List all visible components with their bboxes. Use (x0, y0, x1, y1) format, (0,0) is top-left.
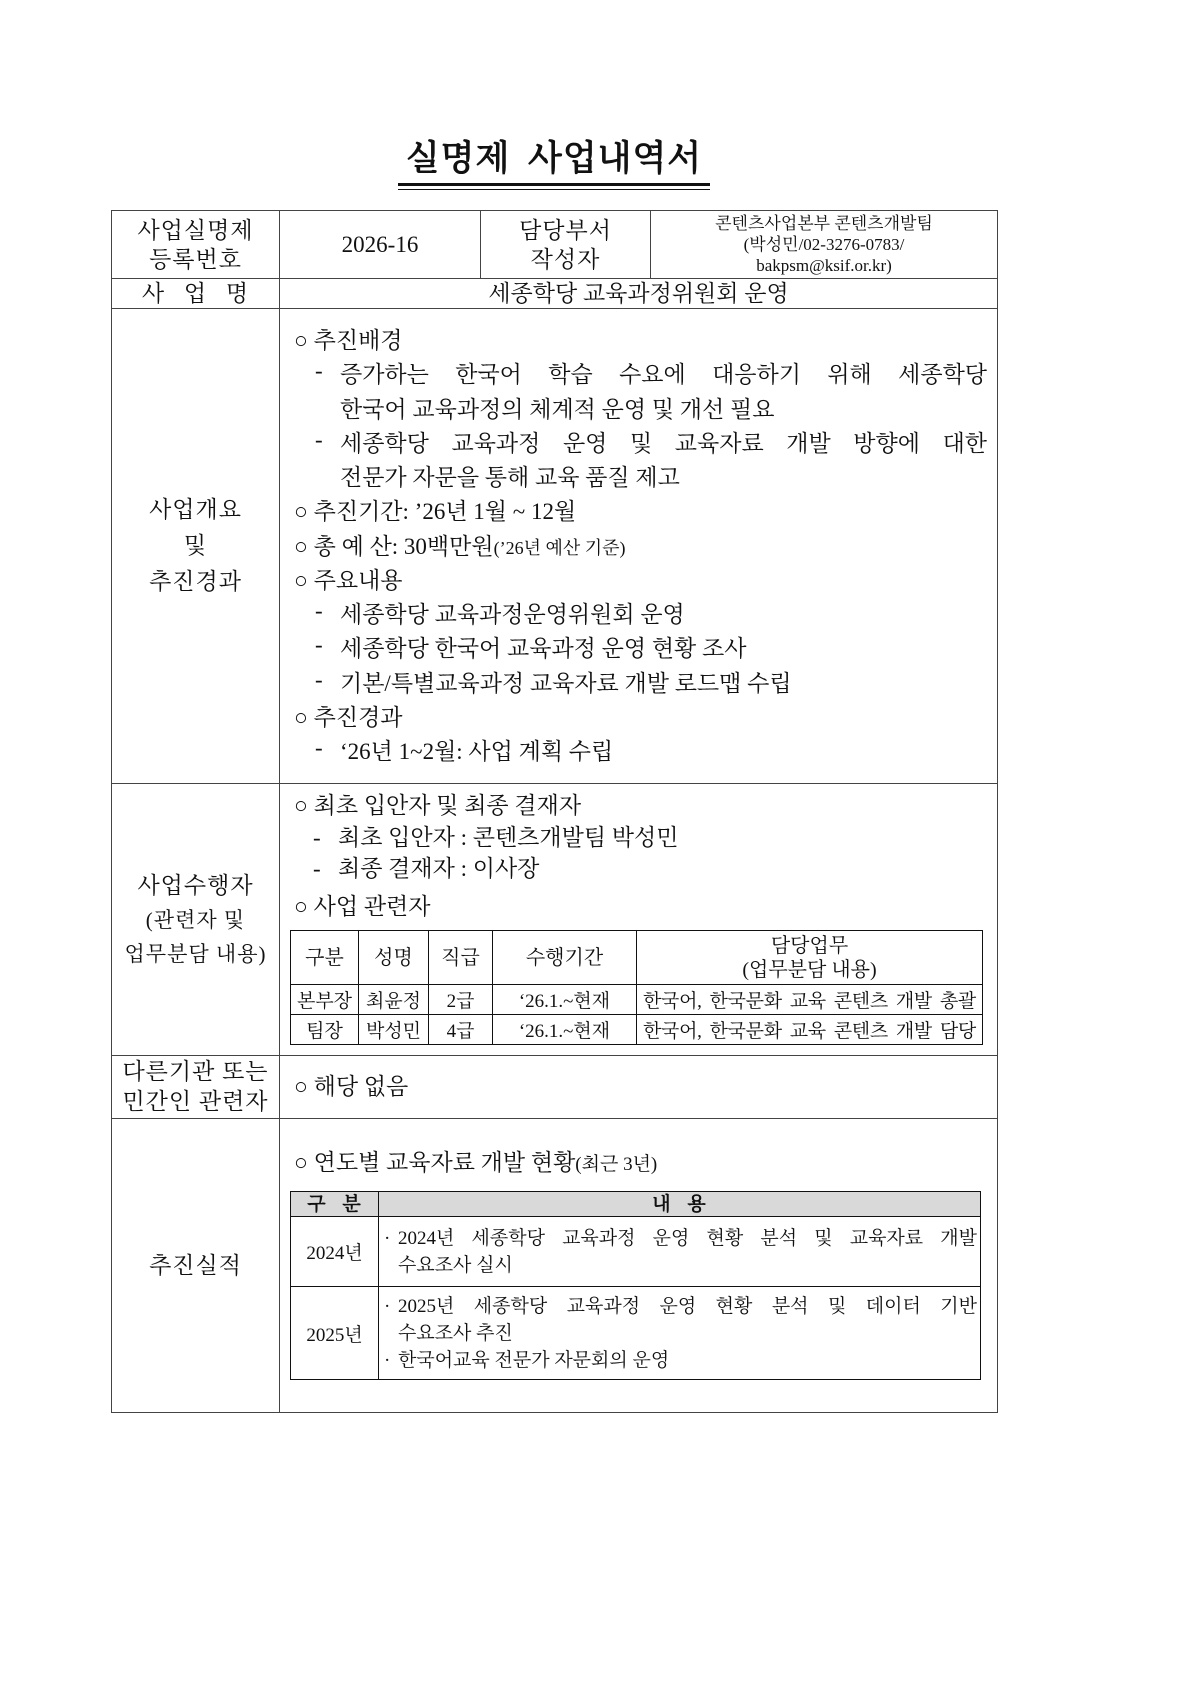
description-item (379, 1293, 977, 1347)
description-cell (379, 1217, 981, 1287)
dash-marker: - (315, 426, 323, 452)
description-item (379, 1225, 977, 1279)
registration-label-line: 등록번호 (149, 246, 242, 272)
table-row (291, 985, 983, 1015)
description-line: 수요조사 추진 (398, 1322, 513, 1344)
main-content-text: 세종학당 교육과정운영위원회 운영 (340, 602, 685, 627)
department-info-cell (651, 211, 998, 279)
background-heading: ○ 추진배경 (294, 328, 403, 353)
performers-label-line: (관련자 및 (145, 907, 246, 932)
description-line: 2025년 세종학당 교육과정 운영 현황 분석 및 데이터 기반 (398, 1295, 977, 1317)
approver-heading: ○ 최초 입안자 및 최종 결재자 (294, 793, 582, 818)
background-item (294, 358, 987, 427)
table-row (291, 1287, 981, 1380)
project-name: 세종학당 교육과정위원회 운영 (488, 280, 789, 306)
name-cell: 최윤정 (359, 985, 429, 1015)
performers-row (112, 784, 998, 1056)
column-header: 수행기간 (493, 931, 637, 985)
registration-number-cell (280, 211, 481, 279)
progress-heading: ○ 추진경과 (294, 704, 403, 730)
external-text: ○ 해당 없음 (294, 1074, 409, 1099)
dash-marker: - (315, 735, 323, 760)
description-line: 2024년 세종학당 교육과정 운영 현황 분석 및 교육자료 개발 (398, 1227, 977, 1249)
progress-item (294, 735, 987, 769)
overview-label-line: 추진경과 (149, 569, 242, 594)
approver-text: 최종 결재자 : 이사장 (338, 856, 540, 881)
registration-label-line: 사업실명제 (137, 217, 254, 243)
background-text-line: 증가하는 한국어 학습 수요에 대응하기 위해 세종학당 (340, 362, 987, 388)
period-cell: ‘26.1.~현재 (493, 1015, 637, 1045)
performers-label-line: 업무분담 내용) (124, 941, 267, 966)
project-name-label: 사 업 명 (141, 280, 250, 306)
main-content-item (294, 632, 987, 666)
dash-marker: - (313, 824, 321, 850)
registration-label-cell (112, 211, 280, 279)
project-name-cell (280, 279, 998, 309)
author-email: bakpsm@ksif.or.kr) (756, 256, 892, 275)
bullet-marker: · (384, 1349, 391, 1371)
duty-header-line: 담당업무 (770, 934, 849, 957)
year-cell: 2024년 (291, 1217, 379, 1287)
table-row (291, 1217, 981, 1287)
external-row (112, 1056, 998, 1119)
overview-label-cell (112, 309, 280, 784)
budget-line (294, 530, 987, 564)
department-label-line: 담당부서 (519, 217, 612, 243)
dash-marker: - (315, 632, 323, 658)
period-cell: ‘26.1.~현재 (493, 985, 637, 1015)
grade-cell: 4급 (429, 1015, 493, 1045)
dash-marker: - (313, 856, 321, 881)
main-content-item (294, 598, 987, 632)
bullet-marker: · (384, 1295, 391, 1317)
description-item (379, 1347, 977, 1374)
description-line: 수요조사 실시 (398, 1254, 513, 1276)
achievements-label-cell (112, 1119, 280, 1413)
overview-content (280, 309, 998, 784)
name-cell: 박성민 (359, 1015, 429, 1045)
project-name-row (112, 279, 998, 309)
background-text-line: 한국어 교육과정의 체계적 운영 및 개선 필요 (340, 396, 775, 422)
budget-text: ○ 총 예 산: 30백만원 (294, 533, 494, 559)
yearly-materials-header-row (291, 1192, 981, 1217)
approver-item (294, 853, 987, 885)
dash-marker: - (315, 358, 323, 384)
dash-marker: - (315, 598, 323, 623)
overview-label-line: 사업개요 (149, 497, 242, 522)
achievements-label: 추진실적 (149, 1252, 242, 1278)
achievements-content (280, 1119, 998, 1413)
registration-row (112, 211, 998, 279)
division-cell: 팀장 (291, 1015, 359, 1045)
duty-header-line: (업무분담 내용) (742, 958, 877, 981)
description-cell (379, 1287, 981, 1380)
performers-content (280, 784, 998, 1056)
yearly-materials-table (290, 1191, 981, 1380)
column-header: 성명 (359, 931, 429, 985)
title-underline-thin (398, 189, 710, 190)
dash-marker: - (315, 666, 323, 692)
duty-column-header (637, 931, 983, 985)
department-name: 콘텐츠사업본부 콘텐츠개발팀 (715, 214, 933, 233)
column-header: 직급 (429, 931, 493, 985)
title-underline-thick (398, 183, 710, 186)
overview-row (112, 309, 998, 784)
progress-text: ‘26년 1~2월: 사업 계획 수립 (340, 739, 614, 764)
achievements-heading-text: ○ 연도별 교육자료 개발 현황 (294, 1150, 576, 1175)
main-content-heading: ○ 주요내용 (294, 567, 403, 593)
period-line: ○ 추진기간: ’26년 1월 ~ 12월 (294, 499, 577, 525)
external-label-line: 민간인 관련자 (122, 1089, 269, 1114)
achievements-heading (294, 1146, 987, 1180)
registration-number: 2026-16 (341, 231, 419, 257)
project-detail-table (111, 210, 998, 1413)
project-name-label-cell (112, 279, 280, 309)
background-text-line: 세종학당 교육과정 운영 및 교육자료 개발 방향에 대한 (340, 430, 987, 456)
column-header: 구분 (291, 931, 359, 985)
related-persons-header-row (291, 931, 983, 985)
main-content-text: 세종학당 한국어 교육과정 운영 현황 조사 (340, 636, 747, 662)
bullet-marker: · (384, 1227, 391, 1249)
achievements-row (112, 1119, 998, 1413)
approver-text: 최초 입안자 : 콘텐츠개발팀 박성민 (338, 824, 679, 850)
external-label-cell (112, 1056, 280, 1119)
approver-item (294, 822, 987, 854)
budget-note: (’26년 예산 기준) (493, 537, 626, 558)
background-text-line: 전문가 자문을 통해 교육 품질 제고 (340, 465, 680, 490)
overview-label-line: 및 (183, 533, 208, 558)
department-label-line: 작성자 (530, 246, 601, 272)
main-content-item (294, 667, 987, 701)
year-cell: 2025년 (291, 1287, 379, 1380)
duty-cell: 한국어, 한국문화 교육 콘텐츠 개발 총괄 (637, 985, 983, 1015)
external-label-line: 다른기관 또는 (122, 1059, 269, 1084)
description-line: 한국어교육 전문가 자문회의 운영 (398, 1349, 670, 1371)
department-label-cell (481, 211, 651, 279)
author-contact: (박성민/02-3276-0783/ (743, 235, 905, 254)
document-title: 실명제 사업내역서 (405, 139, 703, 178)
background-item (294, 427, 987, 496)
main-content-text: 기본/특별교육과정 교육자료 개발 로드맵 수립 (340, 670, 792, 696)
grade-cell: 2급 (429, 985, 493, 1015)
table-row (291, 1015, 983, 1045)
achievements-heading-note: (최근 3년) (575, 1154, 658, 1175)
column-header: 구 분 (291, 1192, 379, 1217)
division-cell: 본부장 (291, 985, 359, 1015)
column-header: 내 용 (379, 1192, 981, 1217)
related-persons-heading: ○ 사업 관련자 (294, 894, 431, 919)
performers-label-cell (112, 784, 280, 1056)
performers-label-line: 사업수행자 (137, 872, 254, 898)
duty-cell: 한국어, 한국문화 교육 콘텐츠 개발 담당 (637, 1015, 983, 1045)
related-persons-table (290, 930, 983, 1045)
external-content (280, 1056, 998, 1119)
